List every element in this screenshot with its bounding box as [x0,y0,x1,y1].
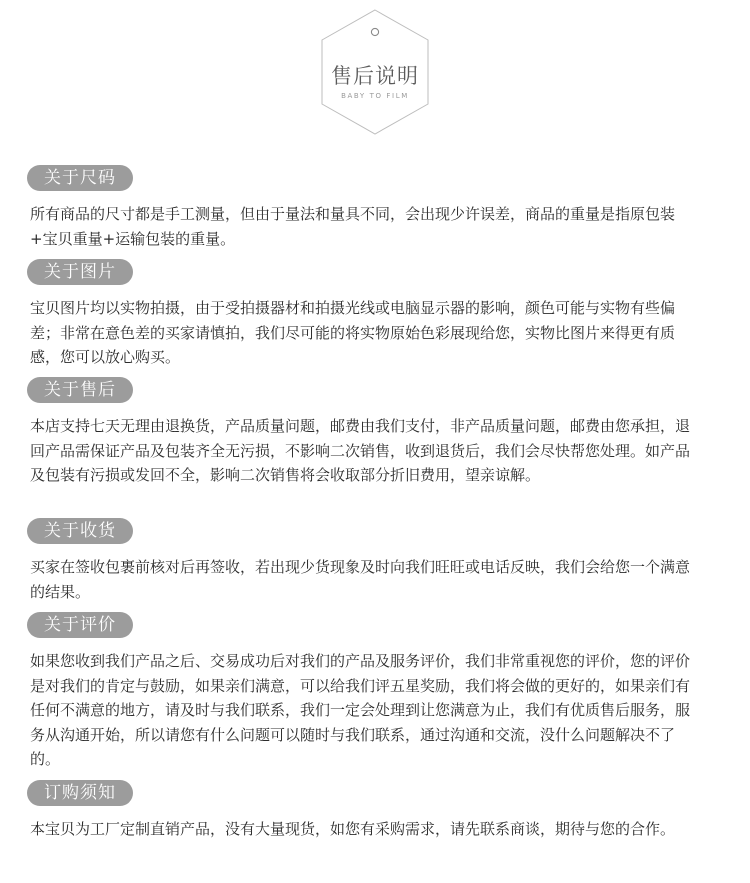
section-after-sales-body: 本店支持七天无理由退换货，产品质量问题，邮费由我们支付，非产品质量问题，邮费由您承担，退回产品需保证产品及包装齐全无污损，不影响二次销售，收到退货后，我们会尽快帮您处理。如产品及包装有污损或发回不全，影响二次销售将会收取部分折旧费用，望亲谅解。 [30,417,691,484]
section-reviews-body: 如果您收到我们产品之后、交易成功后对我们的产品及服务评价，我们非常重视您的评价，您的评价是对我们的肯定与鼓励，如果亲们满意，可以给我们评五星奖励，我们将会做的更好的，如果亲们有任何不满意的地方，请及时与我们联系，我们一定会处理到让您满意为止，我们有优质售后服务，服务从沟通开始，所以请您有什么问题可以随时与我们联系，通过沟通和交流，没什么问题解决不了的。 [30,652,691,768]
section-size-body: 所有商品的尺寸都是手工测量，但由于量法和量具不同，会出现少许误差，商品的重量是指原包装+宝贝重量+运输包装的重量。 [30,205,676,248]
section-reviews-title: 关于评价 [27,612,133,638]
section-after-sales-title: 关于售后 [27,377,133,403]
section-ordering-title: 订购须知 [27,780,133,806]
section-size-title: 关于尺码 [27,165,133,191]
page-title: 售后说明 [331,64,419,88]
section-ordering-body: 本宝贝为工厂定制直销产品，没有大量现货，如您有采购需求，请先联系商谈，期待与您的合作。 [30,820,676,838]
section-images-body: 宝贝图片均以实物拍摄，由于受拍摄器材和拍摄光线或电脑显示器的影响，颜色可能与实物有些偏差；非常在意色差的买家请慎拍，我们尽可能的将实物原始色彩展现给您，实物比图片来得更有质感，您可以放心购买。 [30,299,676,366]
page-subtitle: BABY TO FILM [341,92,409,100]
section-receiving-title: 关于收货 [27,518,133,544]
section-images-title: 关于图片 [27,259,133,285]
section-receiving-body: 买家在签收包裹前核对后再签收，若出现少货现象及时向我们旺旺或电话反映，我们会给您一个满意的结果。 [30,558,691,601]
hang-tag-header [318,8,432,136]
